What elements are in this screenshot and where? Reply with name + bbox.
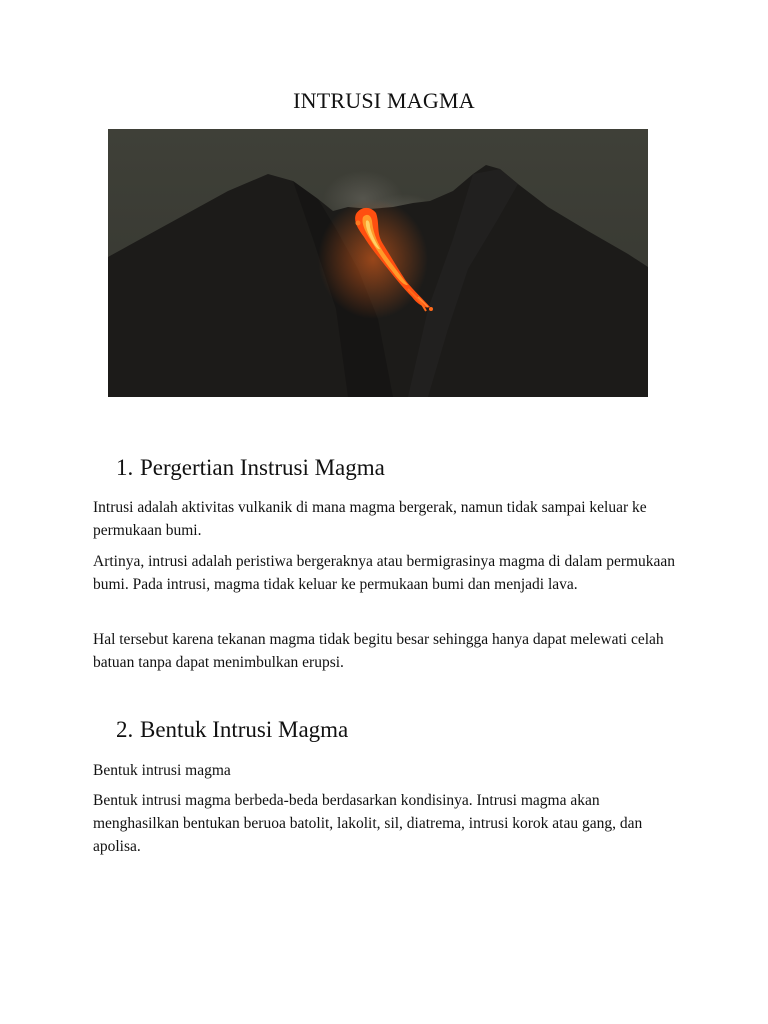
section-1-paragraph-1: Intrusi adalah aktivitas vulkanik di mana magma bergerak, namun tidak sampai keluar ke permukaan bumi. <box>93 499 647 539</box>
section-2-paragraph-2: Bentuk intrusi magma berbeda-beda berdasarkan kondisinya. Intrusi magma akan menghasilkan bentukan beruoa batolit, lakolit, sil, diatrema, intrusi korok atau gang, dan apolisa. <box>93 792 643 855</box>
section-2-number: 2. <box>116 717 134 742</box>
section-2-paragraph-1: Bentuk intrusi magma <box>93 762 231 779</box>
section-2-heading <box>116 717 348 743</box>
volcano-photo <box>108 129 648 397</box>
volcano-eruption-image <box>108 129 648 397</box>
section-1-paragraph-2: Artinya, intrusi adalah peristiwa bergeraknya atau bermigrasinya magma di dalam permukaan bumi. Pada intrusi, magma tidak keluar ke permukaan bumi dan menjadi lava. <box>93 553 676 593</box>
section-1-number: 1. <box>116 455 134 480</box>
section-1-title: Pergertian Instrusi Magma <box>140 455 385 480</box>
section-1-heading <box>116 455 385 481</box>
section-2-title: Bentuk Intrusi Magma <box>140 717 349 742</box>
section-1-paragraph-3: Hal tersebut karena tekanan magma tidak begitu besar sehingga hanya dapat melewati celah batuan tanpa dapat menimbulkan erupsi. <box>93 631 664 671</box>
page-title: INTRUSI MAGMA <box>293 88 475 113</box>
